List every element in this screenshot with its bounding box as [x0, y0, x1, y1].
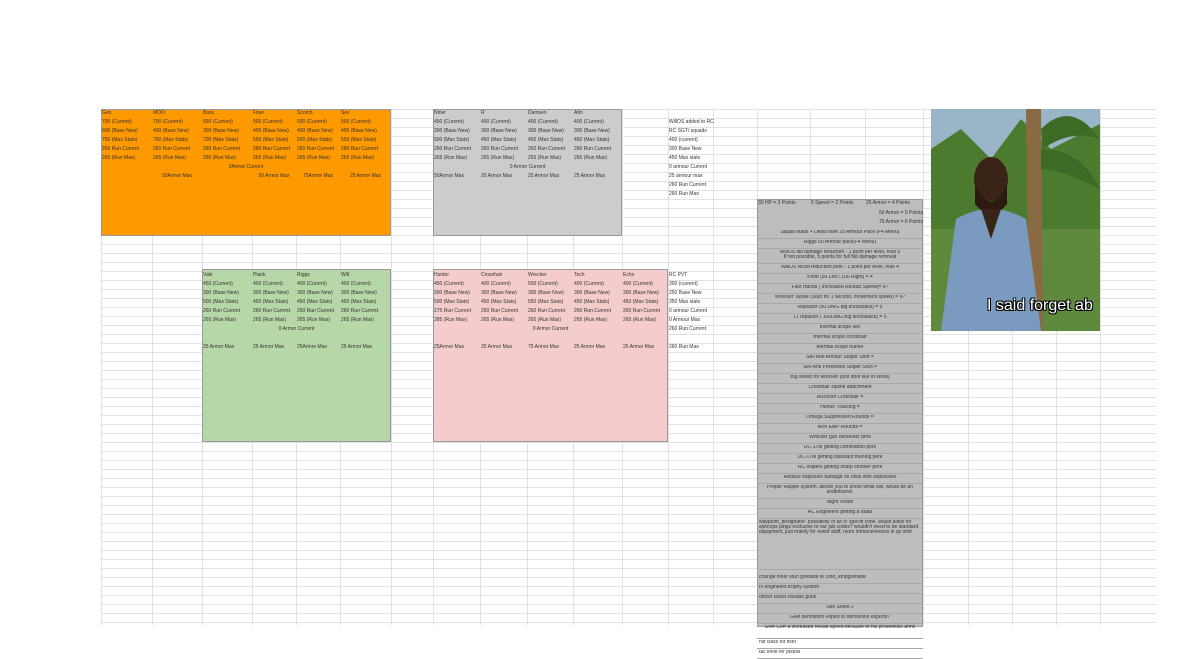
stat-cell[interactable]: 400 (Base New): [153, 128, 189, 134]
note-cell[interactable]: Repulsor (50 DMG big knockback) = 5: [797, 305, 883, 310]
note-cell[interactable]: thermal scope crosshair: [813, 335, 867, 340]
note-row-line: [757, 343, 923, 344]
note-row-line: [757, 569, 923, 570]
stat-cell[interactable]: 265 (Run Max): [102, 155, 136, 161]
armor-max-cell[interactable]: 25 Armor Max: [203, 344, 235, 350]
note-row-line: [757, 498, 923, 499]
note-cell[interactable]: hiit class for fixer: [759, 640, 797, 645]
stat-cell[interactable]: 265 (Run Max): [434, 155, 468, 161]
grid-row-line: [101, 550, 1156, 551]
rc-note-cell[interactable]: 300 Base New: [669, 146, 702, 152]
stat-cell[interactable]: 300 (Base New): [528, 128, 564, 134]
grid-row-line: [101, 622, 1156, 623]
stat-cell[interactable]: 650 (Current): [203, 119, 233, 125]
stat-cell[interactable]: 500 (Current): [528, 281, 558, 287]
points-cell[interactable]: 5 Speed = 2 Points: [811, 200, 854, 206]
note-cell[interactable]: RC snipers getting sharp shooter perk: [797, 465, 883, 470]
note-cell[interactable]: Omega Suppressed Rounds =: [806, 415, 874, 420]
note-cell[interactable]: WillOS recoil reduction perk - 1 point per level, max 4: [781, 265, 899, 270]
note-row-line: [757, 333, 923, 334]
stat-cell[interactable]: 265 (Run Max): [341, 155, 375, 161]
note-cell[interactable]: RC Engineers getting a radar: [807, 510, 873, 515]
grid-row-line: [101, 478, 1156, 479]
stat-cell[interactable]: 260 Run Current: [102, 146, 139, 152]
rc-pvt-cell[interactable]: 0 armour Current: [669, 308, 708, 314]
grid-row-line: [101, 496, 1156, 497]
note-cell[interactable]: Night Vision: [826, 500, 854, 505]
stat-cell[interactable]: 500 (Current): [253, 119, 283, 125]
note-row-line: [757, 638, 923, 639]
header-cell[interactable]: Gen: [102, 110, 112, 116]
note-cell[interactable]: tac knife for pistols: [759, 650, 801, 655]
stat-cell[interactable]: 265 (Run Max): [297, 317, 331, 323]
note-cell[interactable]: Fast Hands ( Increased Reload Speed)= 6?: [791, 285, 889, 290]
note-cell[interactable]: Wrecker Tackle (Stun for 1 second, movement speed) = 6?: [774, 295, 906, 300]
stat-cell[interactable]: 750 (Max Stats): [102, 137, 138, 143]
stat-cell[interactable]: 500 (Current): [297, 119, 327, 125]
note-row-line: [757, 383, 923, 384]
note-cell[interactable]: Give demolition expert to demolition experts?: [789, 615, 891, 620]
grid-row-line: [101, 514, 1156, 515]
armor-max-cell[interactable]: 50Armor Max: [161, 173, 192, 179]
rc-note-cell[interactable]: 260 Run Max: [669, 191, 699, 197]
armor-max-cell[interactable]: 25 Armor Max: [574, 344, 606, 350]
stat-cell[interactable]: 265 (Run Max): [481, 155, 515, 161]
note-row-line: [757, 623, 923, 624]
note-row-line: [757, 443, 923, 444]
grid-row-line: [101, 577, 1156, 578]
stat-cell[interactable]: 260 Run Current: [253, 308, 290, 314]
stat-cell[interactable]: 450 (Current): [434, 119, 464, 125]
armor-max-cell[interactable]: 50 Armor Max: [258, 173, 290, 179]
note-cell[interactable]: Squad leads + Delta have 25 Armour Pack (F4 Menu): [780, 230, 900, 235]
armor-max-cell[interactable]: 25 Armor Max: [574, 173, 606, 179]
note-row-line: [757, 473, 923, 474]
stat-cell[interactable]: 450 (Max Stats): [574, 299, 610, 305]
note-cell[interactable]: Crosshair zipline attachment: [808, 385, 872, 390]
stat-cell[interactable]: 450 (Max Stats): [297, 299, 333, 305]
note-row-line: [757, 353, 923, 354]
note-cell[interactable]: officer boost reloads guns: [759, 595, 817, 600]
stat-cell[interactable]: 300 (Base New): [434, 290, 470, 296]
stat-cell[interactable]: 260 Run Current: [297, 308, 334, 314]
stat-cell[interactable]: 265 (Run Max): [341, 317, 375, 323]
grid-row-line: [101, 604, 1156, 605]
armor-current-cell[interactable]: 0Armor Current: [228, 164, 264, 170]
note-cell[interactable]: LT repulsor ( 100DMG Big knockback) = 5: [793, 315, 887, 320]
stat-cell[interactable]: 450 (Max Stats): [253, 299, 289, 305]
stat-cell[interactable]: 600 (Base New): [102, 128, 138, 134]
stat-cell[interactable]: 700 (Current): [102, 119, 132, 125]
stat-cell[interactable]: 260 Run Current: [203, 146, 240, 152]
note-cell[interactable]: Knife (50 Left / 100 Right) = 4: [807, 275, 873, 280]
rc-note-cell[interactable]: 400 (current): [669, 137, 698, 143]
header-cell[interactable]: Scorch: [297, 110, 313, 116]
stat-cell[interactable]: 450 (Current): [203, 281, 233, 287]
note-cell[interactable]: waypoint_designator- possibility of an rc specifi cone, would allow for specops pings exclusive to our job codes? wouldn't need to be standard equipment, just mainly for event staff, more immersiveness in sp innit: [759, 520, 920, 535]
note-row-line: [757, 323, 923, 324]
stat-cell[interactable]: 265 (Run Max): [623, 317, 657, 323]
grid-row-line: [101, 487, 1156, 488]
note-row-line: [757, 263, 923, 264]
stat-cell[interactable]: 265 (Run Max): [153, 155, 187, 161]
grid-row-line: [101, 595, 1156, 596]
stat-cell[interactable]: 400 (Current): [253, 281, 283, 287]
grid-row-line: [101, 451, 1156, 452]
rc-note-cell[interactable]: RC SGT/ squads: [669, 128, 707, 134]
grid-row-line: [101, 523, 1156, 524]
note-row-line: [757, 508, 923, 509]
note-cell[interactable]: rc engineers trophy system: [759, 585, 820, 590]
rc-pvt-cell[interactable]: 0 Armour Max: [669, 317, 701, 323]
note-row-line: [757, 648, 923, 649]
stat-cell[interactable]: 300 (Base New): [253, 290, 289, 296]
stat-cell[interactable]: 260 Run Current: [297, 146, 334, 152]
stat-cell[interactable]: 265 (Run Max): [253, 155, 287, 161]
note-cell[interactable]: Hunter Tracking =: [820, 405, 860, 410]
armor-max-cell[interactable]: 75Armor Max: [302, 173, 333, 179]
note-row-line: [757, 613, 923, 614]
header-cell[interactable]: Wilt: [341, 272, 350, 278]
stat-cell[interactable]: 260 Run Current: [434, 146, 471, 152]
header-cell[interactable]: Boss: [203, 110, 215, 116]
rc-pvt-cell[interactable]: 350 Max stats: [669, 299, 701, 305]
armor-max-cell[interactable]: 75 Armor Max: [528, 344, 560, 350]
stat-cell[interactable]: 400 (Current): [481, 281, 511, 287]
rc-pvt-cell[interactable]: [668, 334, 757, 343]
points-cell[interactable]: 30 HP = 3 Points: [758, 200, 796, 206]
stat-cell[interactable]: 450 (Max Stats): [623, 299, 659, 305]
header-cell[interactable]: Wrecker: [528, 272, 547, 278]
armor-max-cell[interactable]: 25Armor Max: [297, 344, 328, 350]
note-row-line: [757, 403, 923, 404]
note-row-line: [757, 583, 923, 584]
note-row-line: [757, 593, 923, 594]
note-row-line: [757, 423, 923, 424]
note-row-line: [757, 283, 923, 284]
note-cell[interactable]: WillOS fall damage reduction - 1 point per level, max 5 If not possible, 5 points for full fall damage removal: [779, 250, 901, 260]
stat-cell[interactable]: 450 (Max Stats): [341, 299, 377, 305]
stat-cell[interactable]: 400 (Current): [528, 119, 558, 125]
stat-cell[interactable]: 400 (Base New): [341, 128, 377, 134]
armor-max-cell[interactable]: 25 Armor Max: [528, 173, 560, 179]
armor-max-cell[interactable]: 25Armor Max: [434, 344, 465, 350]
stat-cell[interactable]: 260 Run Current: [528, 146, 565, 152]
note-cell[interactable]: DC-17M getting standard training perk: [797, 455, 883, 460]
meme-image[interactable]: [931, 109, 1100, 331]
header-cell[interactable]: Fixer: [253, 110, 265, 116]
note-cell[interactable]: DC-17M getting commando perk: [803, 445, 877, 450]
note-cell[interactable]: Sev Anti Armour Sniper Shot =: [806, 355, 874, 360]
note-cell[interactable]: See Sheet 2: [826, 605, 854, 610]
header-cell[interactable]: Damsen: [528, 110, 547, 116]
stat-cell[interactable]: 260 Run Current: [203, 308, 240, 314]
note-row-line: [757, 518, 923, 519]
stat-cell[interactable]: 265 (Run Max): [528, 317, 562, 323]
note-row-line: [757, 248, 923, 249]
header-cell[interactable]: Plank: [253, 272, 266, 278]
stat-cell[interactable]: 260 Run Current: [481, 146, 518, 152]
armor-current-cell[interactable]: 0 Armor Current: [278, 326, 315, 332]
header-cell[interactable]: Echo: [623, 272, 635, 278]
header-cell[interactable]: Tech: [574, 272, 585, 278]
stat-cell[interactable]: 260 Run Current: [574, 308, 611, 314]
armor-max-cell[interactable]: 50Armor Max: [434, 173, 465, 179]
grid-row-line: [101, 460, 1156, 461]
stat-cell[interactable]: 300 (Base New): [297, 290, 333, 296]
points-cell[interactable]: 75 Armor = 6 Points: [878, 219, 923, 225]
rc-pvt-cell[interactable]: 260 Run Current: [669, 326, 706, 332]
stat-cell[interactable]: 450 (Current): [434, 281, 464, 287]
note-cell[interactable]: Big shield for wrecker (bolt door like in show): [790, 375, 890, 380]
stat-cell[interactable]: 400 (Base New): [297, 128, 333, 134]
stat-cell[interactable]: 265 (Run Max): [253, 317, 287, 323]
note-row-line: [757, 393, 923, 394]
note-row-line: [757, 463, 923, 464]
stat-cell[interactable]: 750 (Max Stats): [153, 137, 189, 143]
note-row-line: [757, 483, 923, 484]
grid-row-line: [101, 559, 1156, 560]
note-cell[interactable]: Proper Rappel system, allows you to shoot while still, would be an underbarrel.: [767, 485, 915, 495]
stat-cell[interactable]: 700 (Max Stats): [203, 137, 239, 143]
stat-cell[interactable]: 500 (Max Stats): [203, 299, 239, 305]
stat-cell[interactable]: 260 Run Current: [481, 308, 518, 314]
stat-cell[interactable]: 265 (Run Max): [574, 317, 608, 323]
grid-row-line: [101, 586, 1156, 587]
armor-max-cell[interactable]: 25 Armor Max: [253, 344, 285, 350]
stat-cell[interactable]: 300 (Base New): [481, 290, 517, 296]
grid-row-line: [101, 505, 1156, 506]
note-row-line: [757, 238, 923, 239]
stat-cell[interactable]: 300 (Base New): [341, 290, 377, 296]
header-cell[interactable]: Niner: [434, 110, 446, 116]
note-row-line: [757, 603, 923, 604]
note-row-line: [757, 373, 923, 374]
stat-cell[interactable]: 500 (Current): [341, 119, 371, 125]
meme-caption: I said forget ab: [987, 297, 1093, 314]
rc-note-cell[interactable]: 260 Run Current: [669, 182, 706, 188]
grid-col-line: [923, 109, 924, 625]
stat-cell[interactable]: 400 (Current): [574, 119, 604, 125]
header-cell[interactable]: MOO: [153, 110, 165, 116]
points-cell[interactable]: 50 Armor = 5 Points: [878, 210, 923, 216]
note-cell[interactable]: Reduce explosive damage on units with explosives: [783, 475, 897, 480]
stat-cell[interactable]: 265 (Run Max): [203, 155, 237, 161]
stat-cell[interactable]: 500 (Max Stats): [434, 299, 470, 305]
note-row-line: [757, 363, 923, 364]
stat-cell[interactable]: 550 (Max Stats): [528, 299, 564, 305]
grid-row-line: [101, 568, 1156, 569]
stat-cell[interactable]: 300 (Base New): [203, 128, 239, 134]
note-row-line: [757, 293, 923, 294]
rc-note-cell[interactable]: 25 armour max: [669, 173, 703, 179]
stat-cell[interactable]: 550 (Max Stats): [253, 137, 289, 143]
grid-row-line: [101, 541, 1156, 542]
stat-cell[interactable]: 265 (Run Max): [203, 317, 237, 323]
stat-cell[interactable]: 260 Run Current: [341, 146, 378, 152]
header-cell[interactable]: Sev: [341, 110, 350, 116]
stat-cell[interactable]: 300 (Base New): [574, 290, 610, 296]
header-cell[interactable]: R: [481, 110, 485, 116]
stat-cell[interactable]: 500 (Max Stats): [297, 137, 333, 143]
header-cell[interactable]: Vale: [203, 272, 213, 278]
stat-cell[interactable]: 260 Run Current: [574, 146, 611, 152]
note-cell[interactable]: Ricochet Crosshair =: [816, 395, 864, 400]
stat-cell[interactable]: 300 (Base New): [434, 128, 470, 134]
note-cell[interactable]: Give Corr a increased reload speed because of his prosthetics arms: [764, 625, 916, 630]
note-cell[interactable]: Riggs 50 Armour pack(F4 Menu): [803, 240, 877, 245]
stat-cell[interactable]: 285 (Run Max): [434, 317, 468, 323]
note-cell[interactable]: Wrecker gun berserker perk: [809, 435, 871, 440]
note-row-line: [757, 413, 923, 414]
armor-max-cell[interactable]: 25 Armor Max: [481, 344, 513, 350]
stat-cell[interactable]: 450 (Max Stats): [481, 137, 517, 143]
stat-cell[interactable]: 265 (Run Max): [297, 155, 331, 161]
armor-max-cell[interactable]: 25 Armor Max: [349, 173, 382, 179]
note-cell[interactable]: thermal scope sev: [819, 325, 861, 330]
stat-cell[interactable]: 300 (Base New): [623, 290, 659, 296]
header-cell[interactable]: Atin: [574, 110, 583, 116]
note-cell[interactable]: thermal scope hunter: [816, 345, 864, 350]
note-row-line: [757, 433, 923, 434]
stat-cell[interactable]: 400 (Current): [623, 281, 653, 287]
stat-cell[interactable]: 260 Run Current: [528, 308, 565, 314]
armor-current-cell[interactable]: 0 Armor Current: [532, 326, 569, 332]
stat-cell[interactable]: 700 (Current): [153, 119, 183, 125]
stat-cell[interactable]: 260 Run Current: [153, 146, 190, 152]
note-cell[interactable]: tech EMP Rounds =: [817, 425, 863, 430]
grid-col-line: [1100, 109, 1101, 625]
grid-row-line: [101, 469, 1156, 470]
note-row-line: [757, 313, 923, 314]
stat-cell[interactable]: 400 (Current): [341, 281, 371, 287]
stat-cell[interactable]: 260 Run Current: [623, 308, 660, 314]
stat-cell[interactable]: 550 (Max Stats): [341, 137, 377, 143]
note-row-line: [757, 453, 923, 454]
stat-cell[interactable]: 265 (Run Max): [528, 155, 562, 161]
stat-cell[interactable]: 400 (Current): [574, 281, 604, 287]
rc-note-cell[interactable]: 450 Max stats: [669, 155, 701, 161]
stat-cell[interactable]: 260 Run Current: [341, 308, 378, 314]
rc-pvt-cell[interactable]: RC PVT: [669, 272, 688, 278]
rc-pvt-cell[interactable]: 300 (current): [669, 281, 698, 287]
header-cell[interactable]: Crosshair: [481, 272, 503, 278]
armor-max-cell[interactable]: 25 Armor Max: [623, 344, 655, 350]
armor-max-cell[interactable]: 25 Armor Max: [481, 173, 513, 179]
grid-row-line: [101, 442, 1156, 443]
stat-cell[interactable]: 300 (Base New): [203, 290, 239, 296]
header-cell[interactable]: Hunter: [434, 272, 450, 278]
points-cell[interactable]: 25 Armor = 4 Points: [866, 200, 911, 206]
stat-cell[interactable]: 265 (Run Max): [574, 155, 608, 161]
stat-cell[interactable]: 450 (Max Stats): [481, 299, 517, 305]
header-cell[interactable]: Riggs: [297, 272, 310, 278]
grid-row-line: [101, 613, 1156, 614]
rc-pvt-cell[interactable]: 260 Run Max: [669, 344, 699, 350]
note-cell[interactable]: Sev Anti Personnel Sniper Shot =: [802, 365, 878, 370]
rc-pvt-cell[interactable]: 250 Base New: [669, 290, 702, 296]
stat-cell[interactable]: 400 (Current): [481, 119, 511, 125]
rc-note-cell[interactable]: 0 armour Current: [669, 164, 708, 170]
stat-cell[interactable]: 500 (Max Stats): [434, 137, 470, 143]
note-cell[interactable]: change niner stun grenade to t3nd_empgrenade: [759, 575, 867, 580]
rc-note-cell[interactable]: WillOS added to RC: [669, 119, 714, 125]
armor-max-cell[interactable]: 25 Armor Max: [341, 344, 373, 350]
stat-cell[interactable]: 450 (Max Stats): [528, 137, 564, 143]
grid-row-line: [101, 532, 1156, 533]
stat-cell[interactable]: 450 (Max Stats): [574, 137, 610, 143]
grid-col-line: [391, 109, 392, 625]
armor-current-cell[interactable]: 0 Armor Current: [509, 164, 546, 170]
stat-cell[interactable]: 400 (Current): [297, 281, 327, 287]
note-row-line: [757, 303, 923, 304]
note-row-line: [757, 273, 923, 274]
stat-cell[interactable]: 300 (Base New): [528, 290, 564, 296]
stat-cell[interactable]: 275 Run Current: [434, 308, 471, 314]
stat-cell[interactable]: 400 (Base New): [253, 128, 289, 134]
stat-cell[interactable]: 265 (Run Max): [481, 317, 515, 323]
stat-cell[interactable]: 300 (Base New): [481, 128, 517, 134]
stat-cell[interactable]: 300 (Base New): [574, 128, 610, 134]
stat-cell[interactable]: 260 Run Current: [253, 146, 290, 152]
